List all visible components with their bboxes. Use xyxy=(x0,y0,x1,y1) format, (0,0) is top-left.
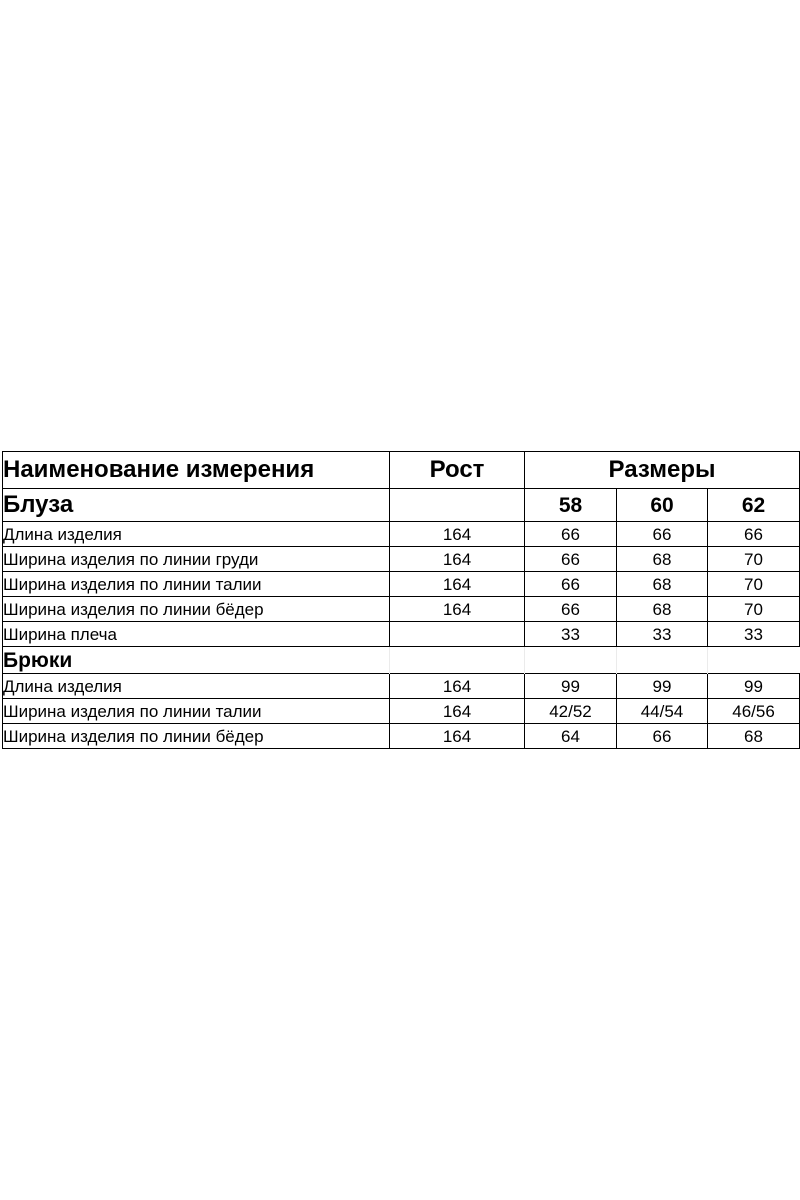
table-row xyxy=(3,622,800,647)
height-value xyxy=(390,622,525,647)
measurement-name: Длина изделия xyxy=(3,674,390,699)
size-value: 42/52 xyxy=(525,699,617,724)
measurement-name: Ширина изделия по линии бёдер xyxy=(3,597,390,622)
size-value: 33 xyxy=(708,622,800,647)
size-value: 66 xyxy=(708,522,800,547)
measurement-name: Ширина плеча xyxy=(3,622,390,647)
size-chart xyxy=(2,451,799,749)
height-value: 164 xyxy=(390,597,525,622)
table-row xyxy=(3,597,800,622)
size-value: 64 xyxy=(525,724,617,749)
empty-cell xyxy=(617,647,708,674)
size-value: 66 xyxy=(525,522,617,547)
size-value: 99 xyxy=(617,674,708,699)
measurement-name: Ширина изделия по линии бёдер xyxy=(3,724,390,749)
size-label: 62 xyxy=(708,489,800,522)
size-value: 66 xyxy=(617,522,708,547)
table-row xyxy=(3,572,800,597)
size-value: 70 xyxy=(708,597,800,622)
size-value: 70 xyxy=(708,572,800,597)
section-header-row xyxy=(3,489,800,522)
size-value: 66 xyxy=(525,572,617,597)
height-value: 164 xyxy=(390,699,525,724)
size-label: 58 xyxy=(525,489,617,522)
measurement-name-header: Наименование измерения xyxy=(3,452,390,489)
table-header-row xyxy=(3,452,800,489)
height-value: 164 xyxy=(390,547,525,572)
size-value: 70 xyxy=(708,547,800,572)
size-value: 66 xyxy=(525,597,617,622)
size-value: 68 xyxy=(617,572,708,597)
measurement-name: Длина изделия xyxy=(3,522,390,547)
size-value: 68 xyxy=(708,724,800,749)
measurement-name: Ширина изделия по линии талии xyxy=(3,699,390,724)
sizes-header: Размеры xyxy=(525,452,800,489)
measurement-name: Ширина изделия по линии талии xyxy=(3,572,390,597)
size-table xyxy=(2,451,800,749)
table-row xyxy=(3,674,800,699)
section-title: Брюки xyxy=(3,647,390,674)
size-value: 99 xyxy=(525,674,617,699)
empty-cell xyxy=(390,489,525,522)
empty-cell xyxy=(390,647,525,674)
empty-cell xyxy=(525,647,617,674)
size-value: 46/56 xyxy=(708,699,800,724)
size-value: 33 xyxy=(617,622,708,647)
section-header-row xyxy=(3,647,800,674)
empty-cell xyxy=(708,647,800,674)
height-value: 164 xyxy=(390,522,525,547)
size-value: 66 xyxy=(617,724,708,749)
height-header: Рост xyxy=(390,452,525,489)
table-row xyxy=(3,547,800,572)
height-value: 164 xyxy=(390,572,525,597)
size-value: 68 xyxy=(617,547,708,572)
measurement-name: Ширина изделия по линии груди xyxy=(3,547,390,572)
size-value: 44/54 xyxy=(617,699,708,724)
size-value: 66 xyxy=(525,547,617,572)
section-title: Блуза xyxy=(3,489,390,522)
table-row xyxy=(3,522,800,547)
size-label: 60 xyxy=(617,489,708,522)
table-row xyxy=(3,699,800,724)
height-value: 164 xyxy=(390,674,525,699)
height-value: 164 xyxy=(390,724,525,749)
table-row xyxy=(3,724,800,749)
size-value: 99 xyxy=(708,674,800,699)
size-value: 33 xyxy=(525,622,617,647)
size-value: 68 xyxy=(617,597,708,622)
